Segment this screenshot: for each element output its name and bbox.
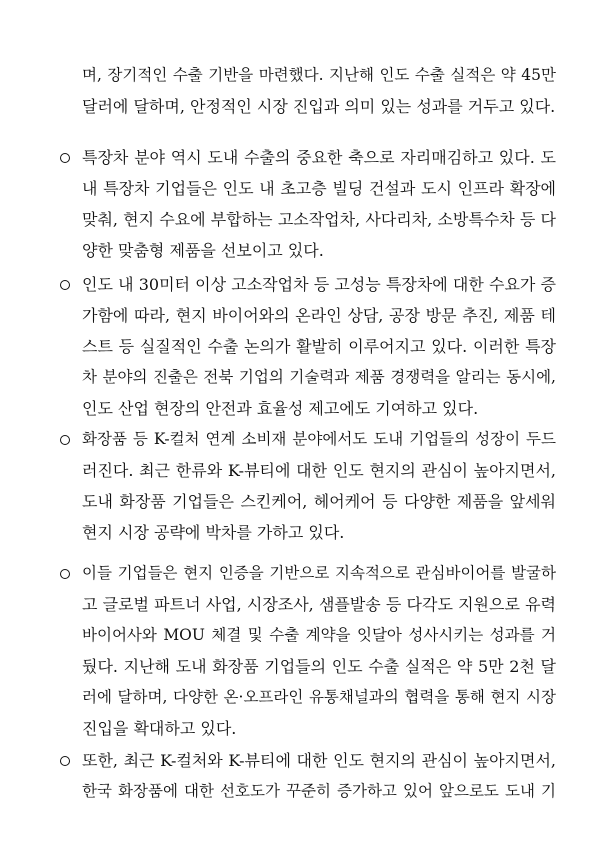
text-line: 인도 내 30미터 이상 고소작업차 등 고성능 특장차에 대한 수요가 증 <box>82 275 556 294</box>
bullet-circle-icon <box>60 280 70 290</box>
text-line: 내 특장차 기업들은 인도 내 초고층 빌딩 건설과 도시 인프라 확장에 <box>82 179 556 198</box>
text-line: 달러에 달하며, 안정적인 시장 진입과 의미 있는 성과를 거두고 있다. <box>82 97 556 116</box>
bullet-circle-icon <box>60 756 70 766</box>
bullet-circle-icon <box>60 435 70 445</box>
text-line: 또한, 최근 K-컬처와 K-뷰티에 대한 인도 현지의 관심이 높아지면서, <box>82 751 556 770</box>
text-line: 화장품 등 K-컬처 연계 소비재 분야에서도 도내 기업들의 성장이 두드 <box>82 430 556 448</box>
text-line: 뒀다. 지난해 도내 화장품 기업들의 인도 수출 실적은 약 5만 2천 달 <box>82 657 556 676</box>
text-line: 이들 기업들은 현지 인증을 기반으로 지속적으로 관심바이어를 발굴하 <box>82 564 556 582</box>
bullet-circle-icon <box>60 153 70 163</box>
text-line: 며, 장기적인 수출 기반을 마련했다. 지난해 인도 수출 실적은 약 45만 <box>82 66 556 84</box>
bullet-circle-icon <box>60 569 70 579</box>
text-line: 차 분야의 진출은 전북 기업의 기술력과 제품 경쟁력을 알리는 동시에, <box>82 368 556 386</box>
text-line: 양한 맞춤형 제품을 선보이고 있다. <box>82 241 324 260</box>
text-line: 스트 등 실질적인 수출 논의가 활발히 이루어지고 있다. 이러한 특장 <box>82 337 556 356</box>
text-line: 한국 화장품에 대한 선호도가 꾸준히 증가하고 있어 앞으로도 도내 기 <box>82 782 556 800</box>
text-line: 인도 산업 현장의 안전과 효율성 제고에도 기여하고 있다. <box>82 399 479 418</box>
text-line: 가함에 따라, 현지 바이어와의 온라인 상담, 공장 방문 추진, 제품 테 <box>82 306 556 325</box>
text-line: 진입을 확대하고 있다. <box>82 719 237 738</box>
text-line: 특장차 분야 역시 도내 수출의 중요한 축으로 자리매김하고 있다. 도 <box>82 148 556 167</box>
text-line: 바이어사와 MOU 체결 및 수출 계약을 잇달아 성사시키는 성과를 거 <box>82 626 556 644</box>
text-line: 맞춰, 현지 수요에 부합하는 고소작업차, 사다리차, 소방특수차 등 다 <box>82 210 556 229</box>
text-line: 러진다. 최근 한류와 K-뷰티에 대한 인도 현지의 관심이 높아지면서, <box>82 461 556 480</box>
text-line: 도내 화장품 기업들은 스킨케어, 헤어케어 등 다양한 제품을 앞세워 <box>82 492 556 511</box>
text-line: 현지 시장 공략에 박차를 가하고 있다. <box>82 523 345 542</box>
text-line: 고 글로벌 파트너 사업, 시장조사, 샘플발송 등 다각도 지원으로 유력 <box>82 595 556 614</box>
text-line: 러에 달하며, 다양한 온·오프라인 유통채널과의 협력을 통해 현지 시장 <box>82 688 556 706</box>
